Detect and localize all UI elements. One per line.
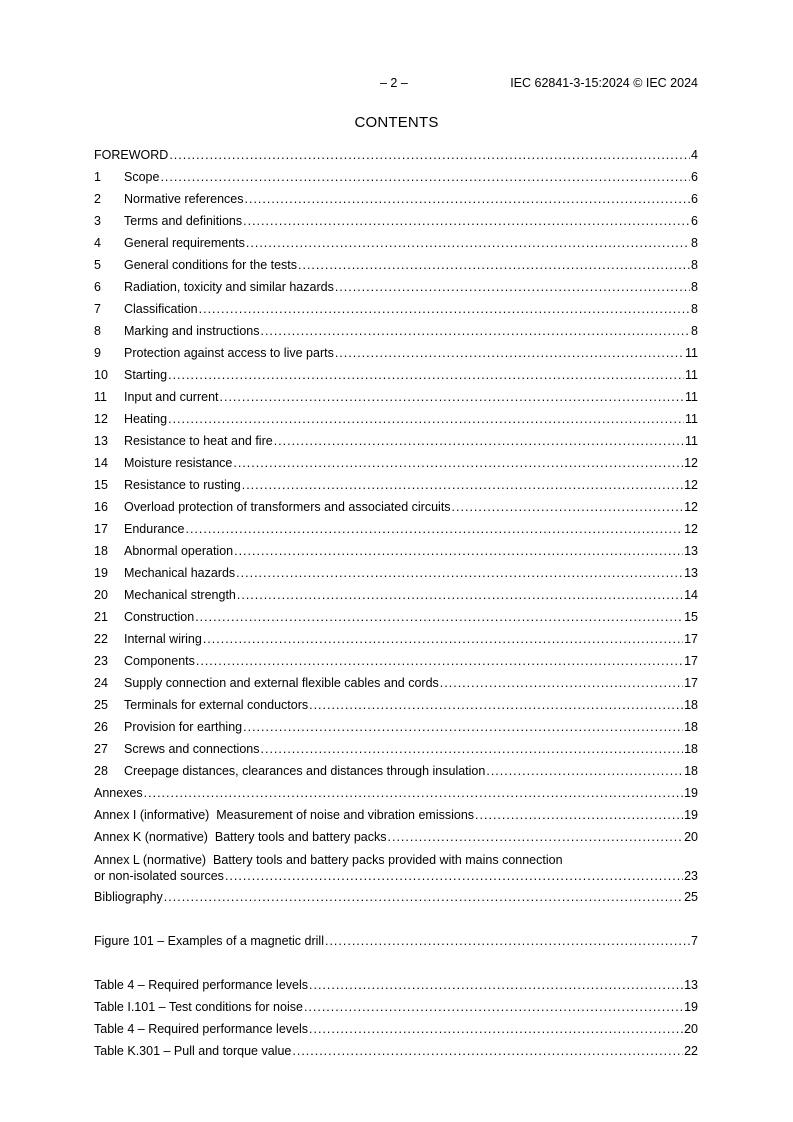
toc-entry-page: 11 [685,434,698,448]
toc-entry-text: Normative references [124,192,244,206]
toc-entry-text: Mechanical hazards [124,566,236,580]
toc-entry-text: Marking and instructions [124,324,260,338]
toc-entry-text: Scope [124,170,160,184]
toc-entry-page: 20 [684,1022,698,1036]
toc-entry-page: 17 [684,654,698,668]
toc-entry-text: Provision for earthing [124,720,243,734]
toc-entry-number: 7 [94,302,101,316]
toc-entry-clause-16[interactable] [94,496,698,518]
toc-entry-text: Mechanical strength [124,588,236,602]
toc-entry-page: 14 [684,588,698,602]
toc-entry-number: 25 [94,698,108,712]
toc-entry-text: Heating [124,412,168,426]
toc-leader-dots [233,452,683,474]
toc-leader-dots [246,232,690,254]
toc-entry-text: Internal wiring [124,632,202,646]
toc-entry-page: 23 [684,869,698,883]
toc-entry-page: 13 [684,544,698,558]
toc-entry-clause-12[interactable] [94,408,698,430]
toc-entry-text: Annexes [94,786,143,800]
toc-leader-dots [203,628,683,650]
toc-entry-clause-9[interactable] [94,342,698,364]
toc-entry-clause-8[interactable] [94,320,698,342]
toc-entry-text: Terminals for external conductors [124,698,309,712]
toc-leader-dots [225,868,683,884]
toc-entry-text: Input and current [124,390,219,404]
toc-entry-table[interactable] [94,1040,698,1062]
toc-entry-clause-15[interactable] [94,474,698,496]
toc-leader-dots [388,826,684,848]
toc-entry-page: 12 [684,478,698,492]
toc-leader-dots [144,782,683,804]
table-of-contents [94,144,698,1062]
toc-leader-dots [168,364,684,386]
toc-entry-clause-23[interactable] [94,650,698,672]
toc-entry-text: Resistance to heat and fire [124,434,273,448]
toc-entry-annex-k[interactable] [94,826,698,848]
toc-entry-text: Table K.301 – Pull and torque value [94,1044,292,1058]
toc-leader-dots [234,540,683,562]
toc-leader-dots [196,650,683,672]
toc-entry-text: Table 4 – Required performance levels [94,1022,309,1036]
toc-entry-table[interactable] [94,974,698,996]
toc-entry-number: 1 [94,170,101,184]
toc-entry-table[interactable] [94,996,698,1018]
toc-entry-text: Table 4 – Required performance levels [94,978,309,992]
toc-leader-dots [195,606,683,628]
toc-entry-text: Starting [124,368,168,382]
toc-entry-number: 19 [94,566,108,580]
toc-entry-text-line1: Annex L (normative) Battery tools and battery packs provided with mains connection [94,853,563,867]
toc-entry-page: 13 [684,978,698,992]
toc-entry-clause-19[interactable] [94,562,698,584]
toc-entry-text: FOREWORD [94,148,169,162]
toc-entry-text: Radiation, toxicity and similar hazards [124,280,334,294]
toc-entry-clause-28[interactable] [94,760,698,782]
toc-entry-number: 5 [94,258,101,272]
toc-entry-page: 18 [684,698,698,712]
toc-leader-dots [199,298,690,320]
toc-entry-number: 3 [94,214,101,228]
toc-entry-bibliography[interactable] [94,886,698,908]
toc-entry-number: 9 [94,346,101,360]
toc-leader-dots [169,144,690,166]
toc-entry-page: 13 [684,566,698,580]
toc-entry-number: 26 [94,720,108,734]
toc-entry-page: 4 [691,148,698,162]
toc-leader-dots [486,760,683,782]
toc-entry-number: 11 [94,390,107,404]
toc-leader-dots [261,738,684,760]
toc-entry-page: 20 [684,830,698,844]
toc-entry-text-line2: or non-isolated sources [94,869,224,883]
toc-leader-dots [160,166,690,188]
toc-clauses [94,166,698,782]
toc-entry-clause-10[interactable] [94,364,698,386]
toc-entry-page: 12 [684,456,698,470]
toc-entry-table[interactable] [94,1018,698,1040]
toc-entry-annexes[interactable] [94,782,698,804]
toc-entry-number: 4 [94,236,101,250]
toc-entry-page: 17 [684,632,698,646]
toc-leader-dots [164,886,683,908]
toc-entry-page: 8 [691,258,698,272]
toc-entry-clause-6[interactable] [94,276,698,298]
toc-entry-page: 7 [691,934,698,948]
toc-entry-number: 28 [94,764,108,778]
toc-entry-page: 25 [684,890,698,904]
toc-leader-dots [168,408,684,430]
toc-leader-dots [309,1018,683,1040]
toc-entry-number: 17 [94,522,108,536]
toc-leader-dots [220,386,685,408]
toc-leader-dots [475,804,683,826]
toc-entry-number: 12 [94,412,108,426]
toc-entry-text: Terms and definitions [124,214,243,228]
toc-leader-dots [335,276,690,298]
toc-entry-clause-2[interactable] [94,188,698,210]
toc-entry-annex-i[interactable] [94,804,698,826]
spacer [94,952,698,974]
toc-entry-page: 12 [684,500,698,514]
page-header [0,76,698,92]
toc-entry-text: Resistance to rusting [124,478,241,492]
toc-leader-dots [325,930,690,952]
page-title: CONTENTS [354,114,439,131]
toc-entry-text: General conditions for the tests [124,258,298,272]
toc-entry-clause-20[interactable] [94,584,698,606]
toc-leader-dots [243,210,690,232]
toc-leader-dots [245,188,691,210]
toc-entry-clause-24[interactable] [94,672,698,694]
toc-entry-page: 6 [691,192,698,206]
toc-leader-dots [185,518,683,540]
toc-leader-dots [298,254,690,276]
toc-entry-page: 17 [684,676,698,690]
toc-entry-clause-7[interactable] [94,298,698,320]
toc-leader-dots [260,320,690,342]
toc-entry-clause-21[interactable] [94,606,698,628]
toc-entry-page: 11 [685,390,698,404]
toc-entry-text: Bibliography [94,890,163,904]
toc-leader-dots [440,672,683,694]
toc-entry-number: 8 [94,324,101,338]
toc-entry-page: 19 [684,786,698,800]
toc-entry-text: Table I.101 – Test conditions for noise [94,1000,303,1014]
toc-entry-text: Creepage distances, clearances and distances through insulation [124,764,486,778]
toc-entry-text: Moisture resistance [124,456,233,470]
document-id: IEC 62841-3-15:2024 © IEC 2024 [510,76,698,90]
toc-entry-clause-11[interactable] [94,386,698,408]
toc-entry-text: Overload protection of transformers and associated circuits [124,500,451,514]
toc-entry-text: Annex K (normative) Battery tools and battery packs [94,830,387,844]
toc-entry-number: 15 [94,478,108,492]
toc-figures [94,930,698,952]
toc-leader-dots [335,342,684,364]
toc-entry-clause-22[interactable] [94,628,698,650]
toc-entry-page: 19 [684,808,698,822]
toc-entry-clause-5[interactable] [94,254,698,276]
toc-entry-page: 19 [684,1000,698,1014]
toc-entry-text: Components [124,654,195,668]
toc-entry-text: Construction [124,610,195,624]
toc-leader-dots [274,430,684,452]
toc-entry-page: 6 [691,214,698,228]
toc-tables [94,974,698,1062]
toc-entry-number: 22 [94,632,108,646]
toc-entry-text: Endurance [124,522,185,536]
toc-entry-number: 16 [94,500,108,514]
toc-entry-number: 2 [94,192,101,206]
toc-entry-clause-13[interactable] [94,430,698,452]
toc-entry-clause-1[interactable] [94,166,698,188]
toc-entry-figure[interactable] [94,930,698,952]
toc-entry-text: Screws and connections [124,742,260,756]
toc-entry-number: 21 [94,610,108,624]
toc-entry-number: 14 [94,456,108,470]
toc-entry-clause-18[interactable] [94,540,698,562]
toc-entry-page: 18 [684,764,698,778]
toc-entry-number: 18 [94,544,108,558]
toc-entry-page: 11 [685,368,698,382]
toc-entry-page: 22 [684,1044,698,1058]
toc-entry-page: 8 [691,236,698,250]
toc-leader-dots [242,474,683,496]
toc-entry-page: 15 [684,610,698,624]
toc-entry-page: 11 [685,346,698,360]
toc-entry-annex-l[interactable] [94,848,698,886]
toc-entry-page: 18 [684,742,698,756]
toc-leader-dots [243,716,683,738]
toc-entry-number: 20 [94,588,108,602]
toc-leader-dots [309,694,683,716]
toc-leader-dots [236,562,683,584]
toc-entry-clause-26[interactable] [94,716,698,738]
toc-entry-number: 13 [94,434,108,448]
toc-entry-page: 8 [691,324,698,338]
toc-entry-number: 24 [94,676,108,690]
toc-entry-page: 11 [685,412,698,426]
toc-entry-clause-3[interactable] [94,210,698,232]
toc-entry-text: Classification [124,302,198,316]
toc-entry-text: Supply connection and external flexible cables and cords [124,676,439,690]
toc-entry-clause-14[interactable] [94,452,698,474]
page-number: – 2 – [380,76,408,90]
toc-entry-clause-25[interactable] [94,694,698,716]
toc-leader-dots [304,996,683,1018]
toc-entry-number: 23 [94,654,108,668]
toc-entry-clause-27[interactable] [94,738,698,760]
toc-entry-clause-4[interactable] [94,232,698,254]
toc-leader-dots [237,584,683,606]
toc-entry-text: Annex I (informative) Measurement of noise and vibration emissions [94,808,475,822]
toc-entry-text: Protection against access to live parts [124,346,334,360]
toc-entry-page: 12 [684,522,698,536]
toc-entry-number: 6 [94,280,101,294]
spacer [94,908,698,930]
toc-entry-text: Abnormal operation [124,544,234,558]
toc-leader-dots [292,1040,683,1062]
toc-entry-page: 8 [691,302,698,316]
toc-entry-text: Figure 101 – Examples of a magnetic drill [94,934,324,948]
toc-entry-number: 27 [94,742,108,756]
toc-entry-foreword[interactable] [94,144,698,166]
toc-entry-text: General requirements [124,236,245,250]
toc-entry-clause-17[interactable] [94,518,698,540]
toc-entry-page: 18 [684,720,698,734]
toc-entry-page: 6 [691,170,698,184]
toc-leader-dots [452,496,684,518]
toc-leader-dots [309,974,683,996]
toc-entry-number: 10 [94,368,108,382]
toc-entry-page: 8 [691,280,698,294]
